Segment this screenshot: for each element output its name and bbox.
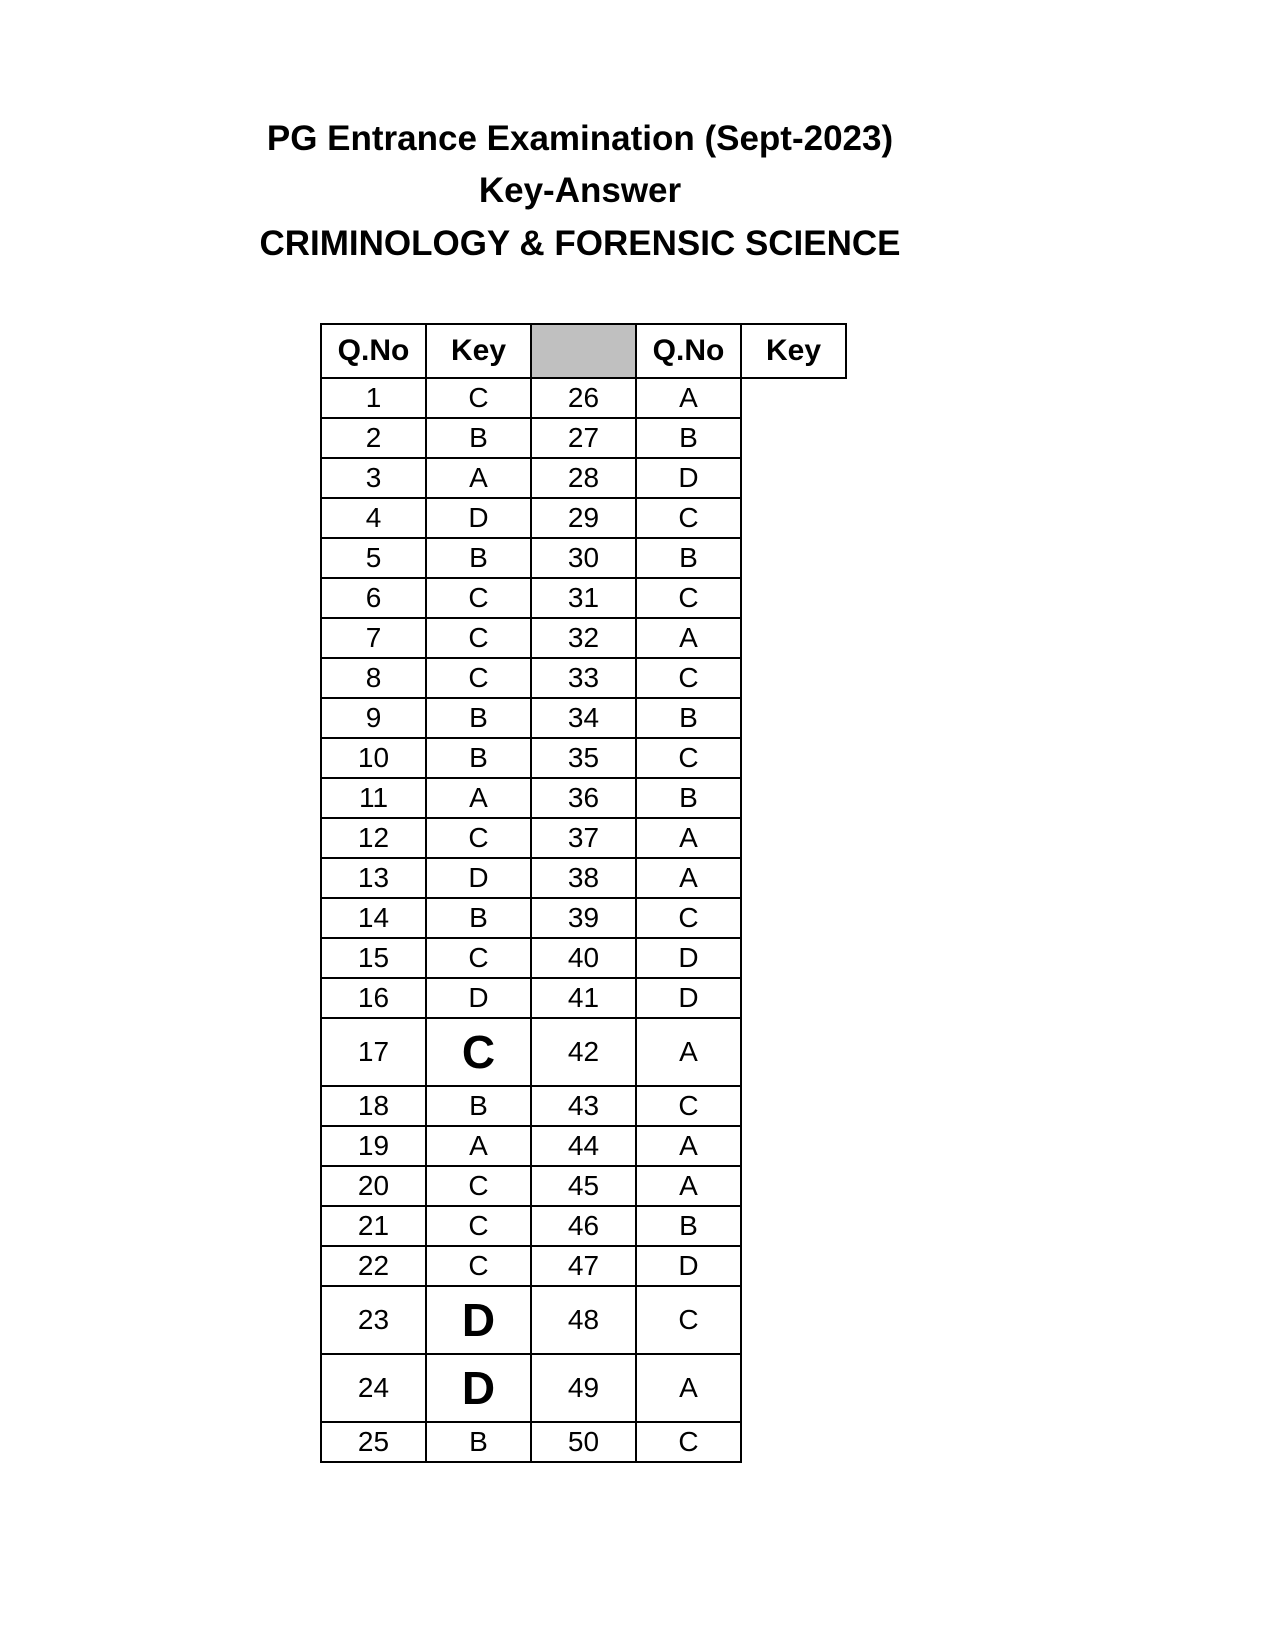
left-answer-key: C bbox=[426, 658, 531, 698]
header-qno-left: Q.No bbox=[321, 324, 426, 378]
right-answer-key: C bbox=[636, 1086, 741, 1126]
left-question-number: 13 bbox=[321, 858, 426, 898]
right-question-number: 28 bbox=[531, 458, 636, 498]
right-answer-key: A bbox=[636, 1126, 741, 1166]
right-answer-key: D bbox=[636, 1246, 741, 1286]
right-answer-key: A bbox=[636, 618, 741, 658]
table-row bbox=[321, 738, 846, 778]
right-question-number: 33 bbox=[531, 658, 636, 698]
right-answer-key: B bbox=[636, 1206, 741, 1246]
right-question-number: 44 bbox=[531, 1126, 636, 1166]
answer-key-body bbox=[321, 378, 846, 1462]
table-row bbox=[321, 698, 846, 738]
left-question-number: 18 bbox=[321, 1086, 426, 1126]
table-row bbox=[321, 378, 846, 418]
table-row bbox=[321, 1018, 846, 1086]
left-answer-key: C bbox=[426, 818, 531, 858]
left-answer-key: C bbox=[426, 618, 531, 658]
right-question-number: 42 bbox=[531, 1018, 636, 1086]
right-question-number: 43 bbox=[531, 1086, 636, 1126]
left-question-number: 11 bbox=[321, 778, 426, 818]
table-row bbox=[321, 978, 846, 1018]
left-question-number: 17 bbox=[321, 1018, 426, 1086]
right-question-number: 38 bbox=[531, 858, 636, 898]
left-answer-key: C bbox=[426, 938, 531, 978]
left-question-number: 25 bbox=[321, 1422, 426, 1462]
right-question-number: 37 bbox=[531, 818, 636, 858]
right-answer-key: C bbox=[636, 578, 741, 618]
left-question-number: 6 bbox=[321, 578, 426, 618]
right-answer-key: C bbox=[636, 898, 741, 938]
table-header-row bbox=[321, 324, 846, 378]
table-row bbox=[321, 658, 846, 698]
left-question-number: 21 bbox=[321, 1206, 426, 1246]
table-row bbox=[321, 778, 846, 818]
table-row bbox=[321, 418, 846, 458]
left-question-number: 12 bbox=[321, 818, 426, 858]
right-question-number: 29 bbox=[531, 498, 636, 538]
table-row bbox=[321, 1086, 846, 1126]
left-question-number: 23 bbox=[321, 1286, 426, 1354]
right-question-number: 27 bbox=[531, 418, 636, 458]
table-row bbox=[321, 1422, 846, 1462]
left-answer-key: C bbox=[426, 1018, 531, 1086]
right-question-number: 39 bbox=[531, 898, 636, 938]
left-answer-key: D bbox=[426, 858, 531, 898]
left-answer-key: D bbox=[426, 978, 531, 1018]
left-answer-key: A bbox=[426, 778, 531, 818]
right-question-number: 30 bbox=[531, 538, 636, 578]
left-answer-key: B bbox=[426, 738, 531, 778]
left-question-number: 10 bbox=[321, 738, 426, 778]
right-answer-key: A bbox=[636, 1166, 741, 1206]
left-answer-key: D bbox=[426, 1286, 531, 1354]
document-subtitle: Key-Answer bbox=[478, 171, 682, 210]
right-answer-key: D bbox=[636, 978, 741, 1018]
header-key-right: Key bbox=[741, 324, 846, 378]
table-row bbox=[321, 1246, 846, 1286]
right-answer-key: A bbox=[636, 1018, 741, 1086]
right-answer-key: C bbox=[636, 1422, 741, 1462]
table-row bbox=[321, 1286, 846, 1354]
table-row bbox=[321, 1126, 846, 1166]
right-answer-key: A bbox=[636, 1354, 741, 1422]
left-question-number: 16 bbox=[321, 978, 426, 1018]
table-row bbox=[321, 458, 846, 498]
table-row bbox=[321, 1206, 846, 1246]
table-row bbox=[321, 1166, 846, 1206]
right-answer-key: B bbox=[636, 698, 741, 738]
divider-column bbox=[531, 324, 636, 378]
left-question-number: 19 bbox=[321, 1126, 426, 1166]
left-question-number: 5 bbox=[321, 538, 426, 578]
right-answer-key: C bbox=[636, 658, 741, 698]
left-answer-key: C bbox=[426, 378, 531, 418]
subject-title: CRIMINOLOGY & FORENSIC SCIENCE bbox=[259, 224, 901, 263]
answer-key-table bbox=[320, 323, 847, 1463]
right-question-number: 46 bbox=[531, 1206, 636, 1246]
right-question-number: 47 bbox=[531, 1246, 636, 1286]
right-question-number: 32 bbox=[531, 618, 636, 658]
left-question-number: 14 bbox=[321, 898, 426, 938]
left-question-number: 24 bbox=[321, 1354, 426, 1422]
left-question-number: 2 bbox=[321, 418, 426, 458]
left-answer-key: C bbox=[426, 1246, 531, 1286]
left-answer-key: B bbox=[426, 1086, 531, 1126]
table-row bbox=[321, 498, 846, 538]
right-question-number: 35 bbox=[531, 738, 636, 778]
left-answer-key: A bbox=[426, 458, 531, 498]
right-question-number: 48 bbox=[531, 1286, 636, 1354]
right-question-number: 36 bbox=[531, 778, 636, 818]
right-answer-key: B bbox=[636, 418, 741, 458]
left-question-number: 8 bbox=[321, 658, 426, 698]
table-row bbox=[321, 858, 846, 898]
right-answer-key: D bbox=[636, 458, 741, 498]
left-question-number: 1 bbox=[321, 378, 426, 418]
table-row bbox=[321, 818, 846, 858]
header-key-left: Key bbox=[426, 324, 531, 378]
left-answer-key: B bbox=[426, 538, 531, 578]
left-answer-key: C bbox=[426, 1206, 531, 1246]
left-question-number: 4 bbox=[321, 498, 426, 538]
right-question-number: 31 bbox=[531, 578, 636, 618]
left-question-number: 15 bbox=[321, 938, 426, 978]
table-row bbox=[321, 898, 846, 938]
left-question-number: 20 bbox=[321, 1166, 426, 1206]
table-row bbox=[321, 538, 846, 578]
left-answer-key: B bbox=[426, 698, 531, 738]
table-row bbox=[321, 578, 846, 618]
left-answer-key: D bbox=[426, 1354, 531, 1422]
right-question-number: 40 bbox=[531, 938, 636, 978]
left-answer-key: A bbox=[426, 1126, 531, 1166]
table-row bbox=[321, 938, 846, 978]
right-question-number: 26 bbox=[531, 378, 636, 418]
right-question-number: 50 bbox=[531, 1422, 636, 1462]
right-question-number: 41 bbox=[531, 978, 636, 1018]
left-answer-key: B bbox=[426, 1422, 531, 1462]
left-answer-key: C bbox=[426, 578, 531, 618]
left-question-number: 9 bbox=[321, 698, 426, 738]
table-row bbox=[321, 1354, 846, 1422]
left-answer-key: B bbox=[426, 418, 531, 458]
exam-title: PG Entrance Examination (Sept-2023) bbox=[266, 119, 894, 158]
right-answer-key: D bbox=[636, 938, 741, 978]
table-row bbox=[321, 618, 846, 658]
right-answer-key: C bbox=[636, 738, 741, 778]
left-answer-key: C bbox=[426, 1166, 531, 1206]
right-answer-key: C bbox=[636, 1286, 741, 1354]
left-answer-key: B bbox=[426, 898, 531, 938]
left-question-number: 22 bbox=[321, 1246, 426, 1286]
right-answer-key: B bbox=[636, 538, 741, 578]
header-qno-right: Q.No bbox=[636, 324, 741, 378]
right-answer-key: C bbox=[636, 498, 741, 538]
left-answer-key: D bbox=[426, 498, 531, 538]
left-question-number: 7 bbox=[321, 618, 426, 658]
right-answer-key: B bbox=[636, 778, 741, 818]
right-question-number: 34 bbox=[531, 698, 636, 738]
right-question-number: 45 bbox=[531, 1166, 636, 1206]
right-answer-key: A bbox=[636, 378, 741, 418]
left-question-number: 3 bbox=[321, 458, 426, 498]
right-answer-key: A bbox=[636, 818, 741, 858]
right-question-number: 49 bbox=[531, 1354, 636, 1422]
right-answer-key: A bbox=[636, 858, 741, 898]
